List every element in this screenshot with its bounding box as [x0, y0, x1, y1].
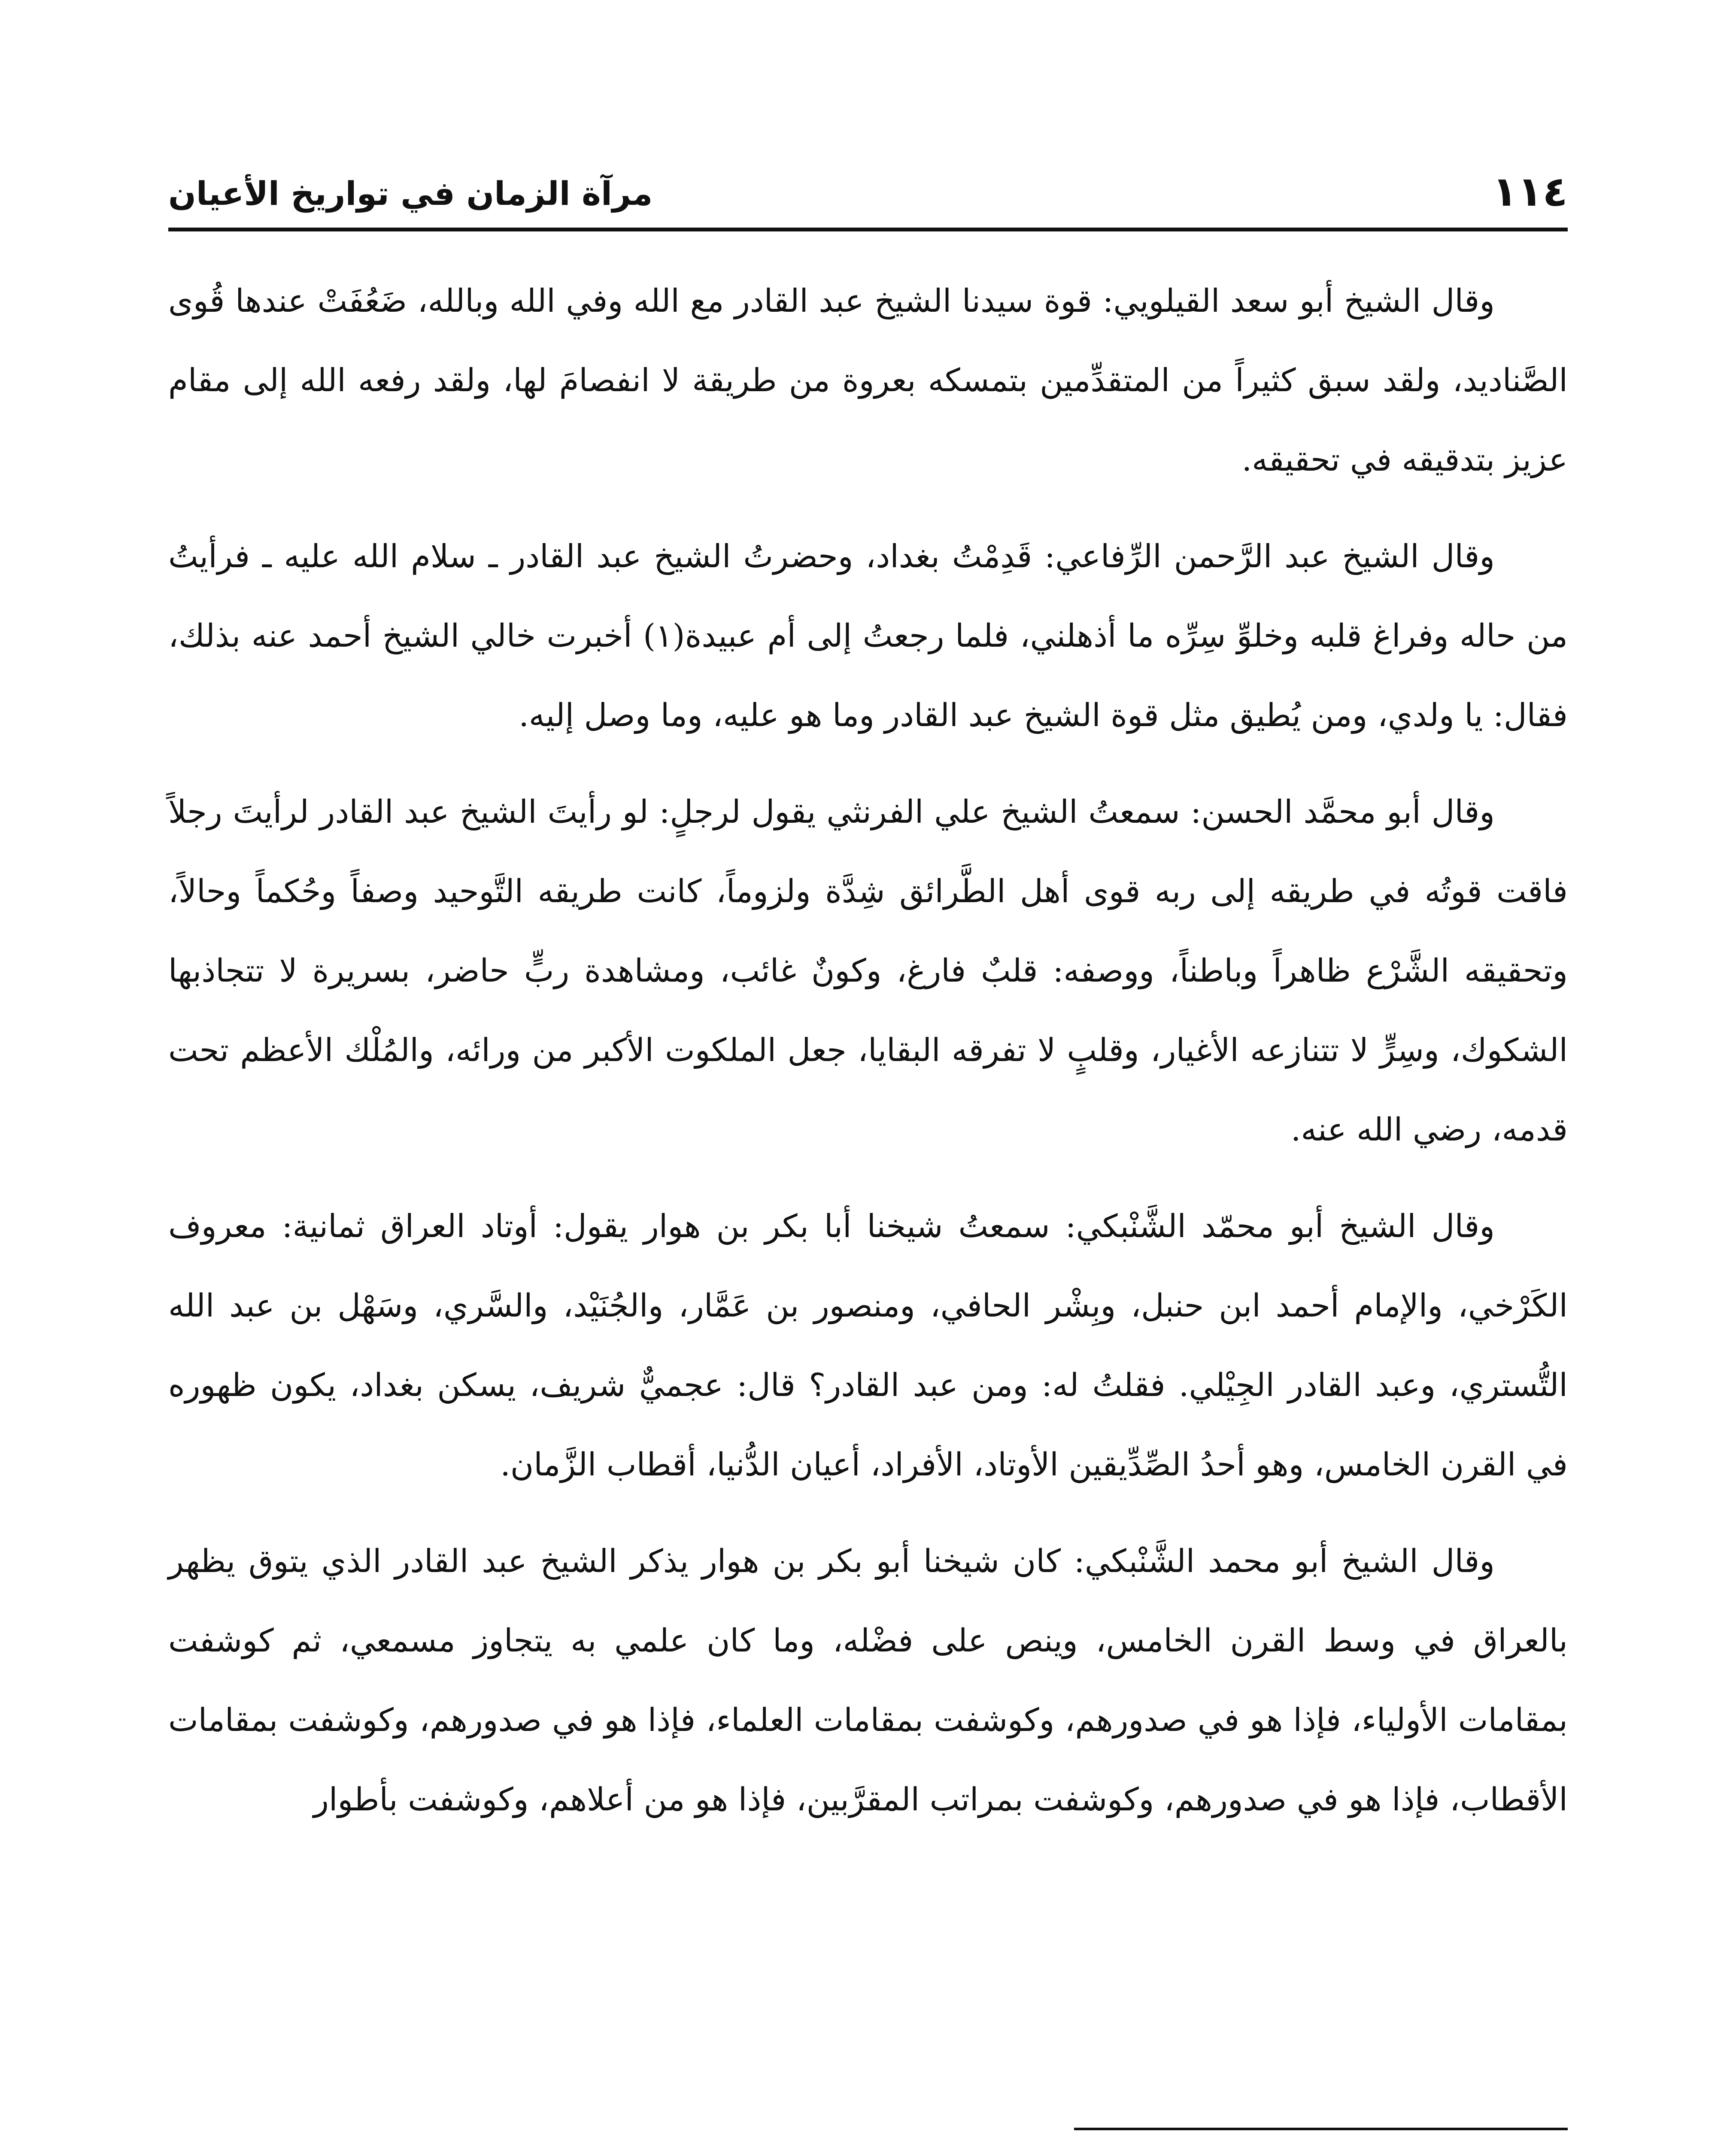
- paragraph: وقال الشيخ عبد الرَّحمن الرِّفاعي: قَدِمْتُ بغداد، وحضرتُ الشيخ عبد القادر ـ سلام الله عليه ـ فرأيتُ من حاله وفراغ قلبه وخلوِّ سِرِّه ما أذهلني، فلما رجعتُ إلى أم عبيدة(١) أخبرت خالي الشيخ أحمد عنه بذلك، فقال: يا ولدي، ومن يُطيق مثل قوة الشيخ عبد القادر وما هو عليه، وما وصل إليه.: [168, 538, 1568, 734]
- footnote-divider: [1074, 2128, 1568, 2130]
- book-page: [168, 163, 1568, 2147]
- running-header: [168, 163, 1568, 231]
- page-number: ١١٤: [1492, 167, 1568, 216]
- paragraph: وقال الشيخ أبو محمّد الشَّنْبكي: سمعتُ شيخنا أبا بكر بن هوار يقول: أوتاد العراق ثمانية: معروف الكَرْخي، والإمام أحمد ابن حنبل، وبِشْر الحافي، ومنصور بن عَمَّار، والجُنَيْد، والسَّري، وسَهْل بن عبد الله التُّستري، وعبد القادر الجِيْلي. فقلتُ له: ومن عبد القادر؟ قال: عجميٌّ شريف، يسكن بغداد، يكون ظهوره في القرن الخامس، وهو أحدُ الصِّدِّيقين الأوتاد، الأفراد، أعيان الدُّنيا، أقطاب الزَّمان.: [168, 1208, 1568, 1483]
- paragraph: وقال أبو محمَّد الحسن: سمعتُ الشيخ علي الفرنثي يقول لرجلٍ: لو رأيتَ الشيخ عبد القادر لرأيتَ رجلاً فاقت قوتُه في طريقه إلى ربه قوى أهل الطَّرائق شِدَّة ولزوماً، كانت طريقه التَّوحيد وصفاً وحُكماً وحالاً، وتحقيقه الشَّرْع ظاهراً وباطناً، ووصفه: قلبٌ فارغ، وكونٌ غائب، ومشاهدة ربٍّ حاضر، بسريرة لا تتجاذبها الشكوك، وسِرٍّ لا تتنازعه الأغيار، وقلبٍ لا تفرقه البقايا، جعل الملكوت الأكبر من ورائه، والمُلْك الأعظم تحت قدمه، رضي الله عنه.: [168, 794, 1568, 1148]
- body-text: [168, 262, 1568, 1840]
- paragraph: وقال الشيخ أبو سعد القيلويي: قوة سيدنا الشيخ عبد القادر مع الله وفي الله وبالله، ضَعُفَتْ عندها قُوى الصَّناديد، ولقد سبق كثيراً من المتقدِّمين بتمسكه بعروة من طريقة لا انفصامَ لها، ولقد رفعه الله إلى مقام عزيز بتدقيقه في تحقيقه.: [168, 283, 1568, 478]
- running-title: مرآة الزمان في تواريخ الأعيان: [168, 174, 653, 213]
- paragraph: وقال الشيخ أبو محمد الشَّنْبكي: كان شيخنا أبو بكر بن هوار يذكر الشيخ عبد القادر الذي يتوق يظهر بالعراق في وسط القرن الخامس، وينص على فضْله، وما كان علمي به يتجاوز مسمعي، ثم كوشفت بمقامات الأولياء، فإذا هو في صدورهم، وكوشفت بمقامات العلماء، فإذا هو في صدورهم، وكوشفت بمقامات الأقطاب، فإذا هو في صدورهم، وكوشفت بمراتب المقرَّبين، فإذا هو من أعلاهم، وكوشفت بأطوار: [168, 1543, 1568, 1818]
